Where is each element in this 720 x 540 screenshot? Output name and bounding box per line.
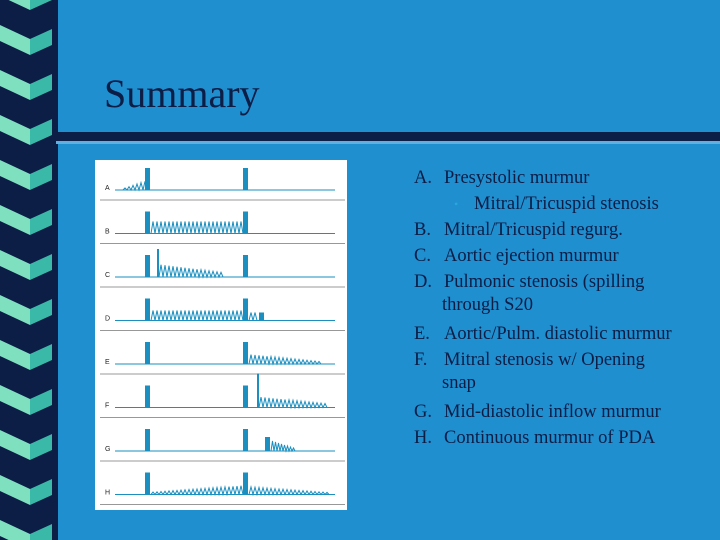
s1-sound [145,386,150,408]
list-marker: C. [414,246,431,266]
opening-snap [257,374,259,408]
row-label: G [105,446,111,453]
s1-sound [145,212,150,234]
p2-sound [259,313,264,321]
list-item-continuation: snap [442,373,476,393]
s1-sound [145,342,150,364]
s2-sound [243,429,248,451]
s1-sound [145,255,150,277]
diastolic-murmur [249,355,321,364]
row-label: D [105,315,111,323]
ejection-click [157,249,159,277]
slide-title: Summary [104,71,260,116]
row-label: A [105,185,110,192]
list-item-g [414,399,714,425]
ejection-murmur [159,265,223,277]
list-item-text: Presystolic murmur [444,168,590,188]
s2-sound [243,342,248,364]
mitral-stenosis-murmur [259,397,327,407]
s2-sound [243,386,248,408]
decorative-stripe [0,0,58,540]
list-item-text: Aortic ejection murmur [444,246,619,266]
bullet-icon: • [454,197,459,211]
continuous-murmur-diastolic [249,487,329,495]
murmur-list [414,165,714,451]
row-label: F [105,402,110,410]
continuous-murmur-systolic [151,486,243,495]
list-marker: D. [414,272,432,292]
s2-sound [243,212,248,234]
list-marker: E. [414,324,430,344]
list-marker: F. [414,350,428,370]
list-item-f [414,347,714,393]
title-divider [56,132,720,141]
row-label: H [105,489,111,497]
row-label: B [105,228,110,236]
list-item-text: Mid-diastolic inflow murmur [444,402,661,422]
list-item-text: Pulmonic stenosis (spilling [444,272,645,292]
pulmonic-murmur [151,311,243,321]
list-item-b [414,217,714,243]
title-divider-shadow [56,141,720,144]
s1-sound [145,429,150,451]
list-item-continuation: through S20 [442,295,533,315]
row-label: C [105,272,111,279]
third-sound [265,437,270,451]
list-item-e [414,321,714,347]
presystolic-murmur [123,181,147,190]
list-marker: G. [414,402,432,422]
s1-sound [145,299,150,321]
list-marker: H. [414,428,432,448]
s2-sound [243,299,248,321]
list-item-d [414,269,714,315]
spillover-murmur [249,313,257,321]
list-marker: A. [414,168,432,188]
list-item-a [414,165,714,217]
list-subitem-text: Mitral/Tricuspid stenosis [474,194,659,214]
list-marker: B. [414,220,431,240]
list-item-text: Aortic/Pulm. diastolic murmur [444,324,672,344]
holosystolic-murmur [151,222,243,234]
s2-sound [243,255,248,277]
s2-sound [243,473,248,495]
list-item-text: Mitral stenosis w/ Opening [444,350,645,370]
s2-sound [243,168,248,190]
murmur-waveform-diagram [95,160,347,510]
row-label: E [105,359,110,366]
s1-sound [145,473,150,495]
list-item-c [414,243,714,269]
list-item-text: Continuous murmur of PDA [444,428,656,448]
list-item-text: Mitral/Tricuspid regurg. [444,220,623,240]
list-item-h [414,425,714,451]
inflow-murmur [271,441,295,451]
